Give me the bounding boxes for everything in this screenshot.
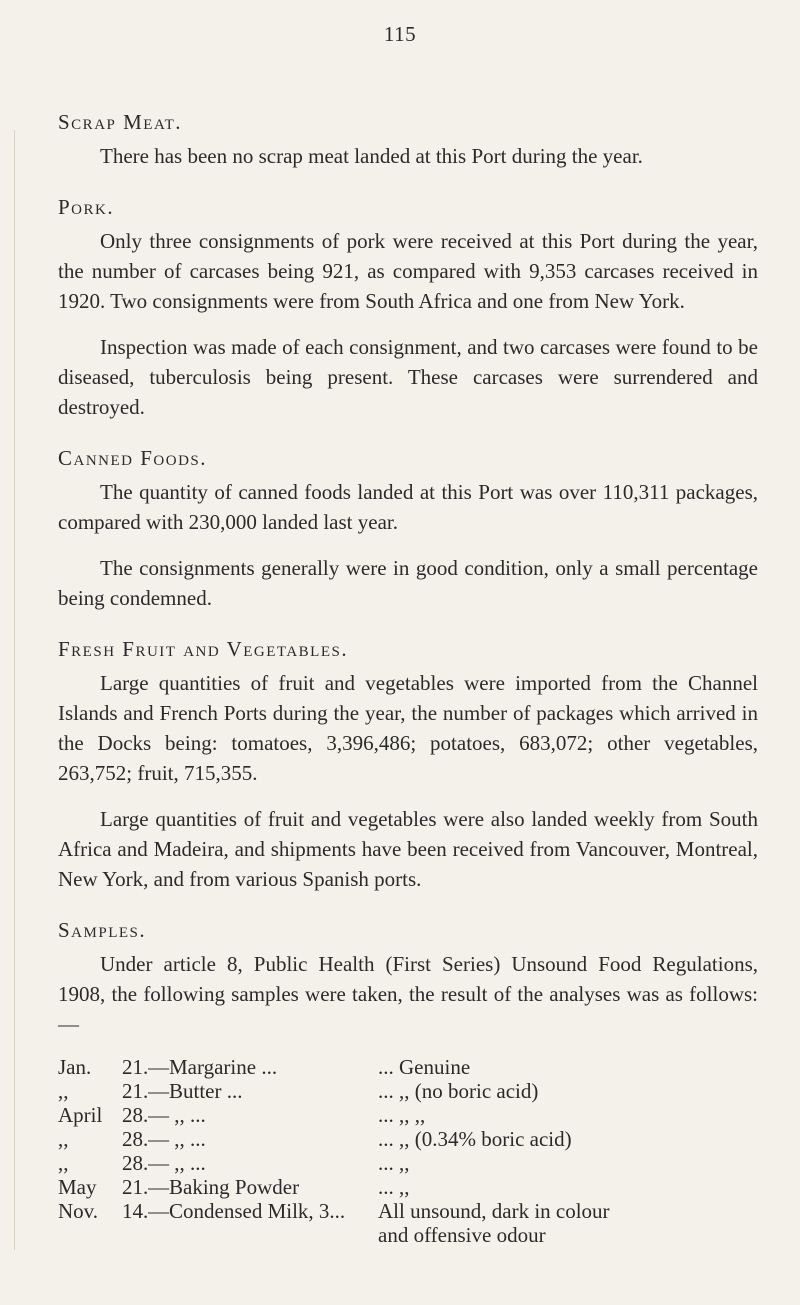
sample-month: May — [58, 1175, 97, 1199]
page-body — [58, 110, 758, 1271]
sample-day: 14. — [122, 1199, 149, 1223]
section-pork — [58, 195, 758, 422]
sample-result: ... ,, — [378, 1175, 410, 1199]
paragraph: Only three consignments of pork were received at this Port during the year, the number of carcases being 921, as compared with 9,353 carcases received in 1920. Two consignments were from South Africa and one from New York. — [58, 229, 758, 313]
sample-month: ,, — [58, 1127, 69, 1151]
sample-day: 21. — [122, 1055, 149, 1079]
continuation-text: and offensive odour — [378, 1223, 546, 1247]
sample-row — [58, 1079, 758, 1103]
sample-result: ... ,, ,, — [378, 1103, 426, 1127]
sample-item: — ,, ... — [148, 1103, 206, 1127]
paragraph: Under article 8, Public Health (First Series) Unsound Food Regulations, 1908, the following samples were taken, the result of the analyses was as follows:— — [58, 952, 758, 1036]
sample-result: ... ,, (no boric acid) — [378, 1079, 539, 1103]
sample-result-continuation — [58, 1223, 758, 1247]
sample-item: — ,, ... — [148, 1151, 206, 1175]
sample-item: —Condensed Milk, 3... — [148, 1199, 346, 1223]
sample-row — [58, 1127, 758, 1151]
sample-item: —Baking Powder — [148, 1175, 300, 1199]
page-number: 115 — [383, 22, 417, 46]
sample-item: — ,, ... — [148, 1127, 206, 1151]
paragraph: The quantity of canned foods landed at this Port was over 110,311 packages, compared with 230,000 landed last year. — [58, 480, 758, 534]
section-heading: Canned Foods. — [58, 446, 208, 470]
section-scrap-meat — [58, 110, 758, 171]
sample-month: ,, — [58, 1079, 69, 1103]
section-heading: Pork. — [58, 195, 115, 219]
paragraph: Large quantities of fruit and vegetables were also landed weekly from South Africa and Madeira, and shipments have been received from Vancouver, Montreal, New York, and from various Spanish ports. — [58, 807, 758, 891]
samples-list — [58, 1055, 758, 1247]
section-heading: Fresh Fruit and Vegetables. — [58, 637, 349, 661]
section-heading: Scrap Meat. — [58, 110, 183, 134]
sample-month: ,, — [58, 1151, 69, 1175]
paragraph: There has been no scrap meat landed at this Port during the year. — [100, 144, 643, 168]
sample-day: 28. — [122, 1103, 149, 1127]
sample-row — [58, 1103, 758, 1127]
binding-edge — [0, 130, 15, 1250]
section-canned-foods — [58, 446, 758, 613]
section-samples — [58, 918, 758, 1247]
sample-result: ... ,, (0.34% boric acid) — [378, 1127, 572, 1151]
sample-row — [58, 1175, 758, 1199]
paragraph: Large quantities of fruit and vegetables were imported from the Channel Islands and French Ports during the year, the number of packages which arrived in the Docks being: tomatoes, 3,396,486; potatoes, 683,072; other vegetables, 263,752; fruit, 715,355. — [58, 671, 758, 785]
sample-result: All unsound, dark in colour — [378, 1199, 610, 1223]
sample-month: Jan. — [58, 1055, 92, 1079]
sample-item: —Margarine ... — [148, 1055, 278, 1079]
sample-month: Nov. — [58, 1199, 99, 1223]
paragraph: The consignments generally were in good condition, only a small percentage being condemned. — [58, 556, 758, 610]
sample-day: 21. — [122, 1079, 149, 1103]
sample-day: 28. — [122, 1151, 149, 1175]
sample-day: 28. — [122, 1127, 149, 1151]
sample-result: ... ,, — [378, 1151, 410, 1175]
sample-item: —Butter ... — [148, 1079, 243, 1103]
section-fresh-fruit-vegetables — [58, 637, 758, 894]
sample-month: April — [58, 1103, 103, 1127]
sample-row — [58, 1055, 758, 1079]
section-heading: Samples. — [58, 918, 147, 942]
sample-result: ... Genuine — [378, 1055, 471, 1079]
paragraph: Inspection was made of each consignment, and two carcases were found to be diseased, tuberculosis being present. These carcases were surrendered and destroyed. — [58, 335, 758, 419]
sample-day: 21. — [122, 1175, 149, 1199]
sample-row — [58, 1199, 758, 1223]
sample-row — [58, 1151, 758, 1175]
